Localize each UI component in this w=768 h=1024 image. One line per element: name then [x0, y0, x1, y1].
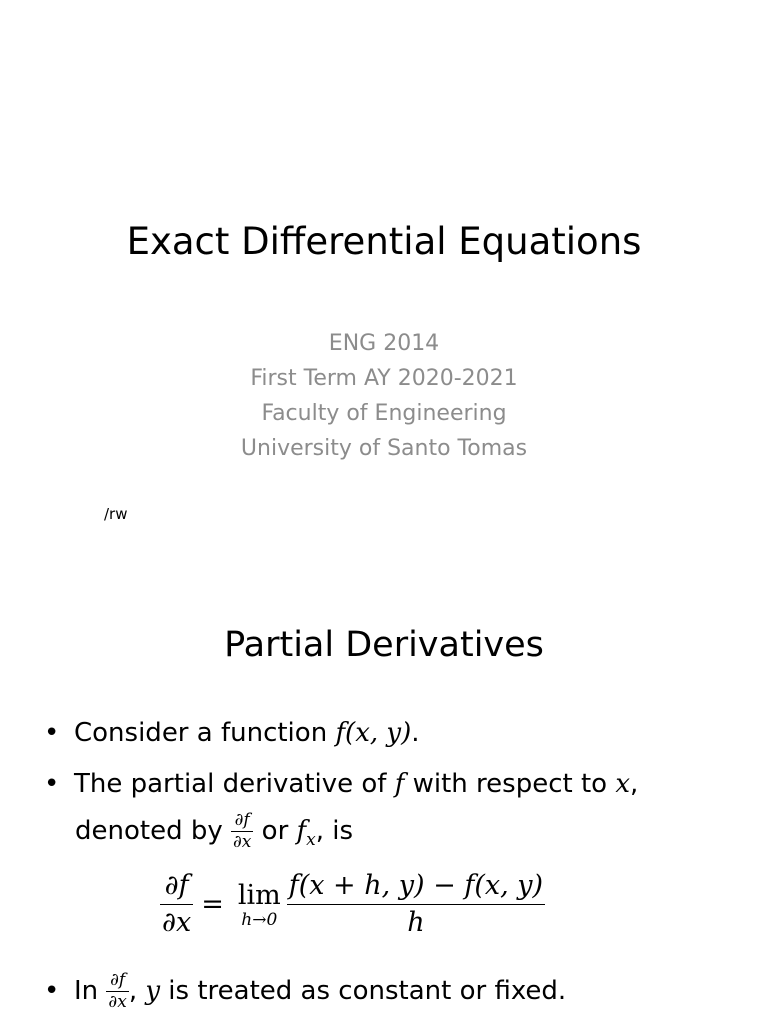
lhs-denominator: ∂x [162, 907, 192, 938]
subtitle-faculty: Faculty of Engineering [261, 401, 507, 426]
slide-heading: Partial Derivatives [224, 625, 544, 665]
bullet-3-comma: , [128, 976, 138, 1006]
subtitle-course: ENG 2014 [328, 331, 440, 356]
bullet-2 [44, 767, 638, 801]
bullet-1-math: f(x, y) [335, 718, 412, 748]
slide-title-heading: Exact Differential Equations [126, 220, 642, 263]
bullet-3 [44, 970, 566, 1013]
fraction-denominator: ∂x [108, 992, 127, 1012]
bullet-2-or: or [253, 816, 297, 846]
fraction-numerator: ∂f [231, 810, 253, 832]
bullet-2-text-mid: with respect to [404, 769, 616, 799]
limit-word: lim [237, 879, 281, 911]
bullet-marker: • [44, 769, 60, 799]
rhs-denominator: h [407, 907, 425, 938]
fx-subscript: x [306, 830, 316, 851]
bullet-1 [44, 716, 420, 750]
bullet-3-math-y: y [145, 976, 161, 1006]
equals-sign: = [201, 889, 224, 920]
bullet-2-math-f: f [394, 769, 405, 799]
subtitle-term: First Term AY 2020-2021 [250, 366, 518, 391]
equation-lhs-fraction [160, 868, 193, 941]
slide-partial-derivatives [0, 576, 768, 1024]
equation-rhs-fraction [287, 868, 545, 941]
fraction-df-dx [231, 810, 253, 853]
fraction-numerator: ∂f [106, 970, 128, 992]
bullet-2-continuation [75, 810, 353, 857]
subtitle-university: University of Santo Tomas [240, 436, 528, 461]
bullet-1-text: Consider a function [74, 718, 336, 748]
bullet-marker: • [44, 976, 60, 1006]
bullet-2-text: The partial derivative of [74, 769, 395, 799]
bullet-1-end: . [411, 718, 420, 748]
slide-subtitle [0, 326, 768, 466]
limit-operator [238, 881, 281, 929]
bullet-marker: • [44, 718, 60, 748]
lhs-numerator: ∂f [160, 868, 193, 905]
rhs-numerator: f(x + h, y) − f(x, y) [287, 868, 545, 905]
bullet-3-text: is treated as constant or fixed. [160, 976, 567, 1006]
limit-subscript: h→0 [241, 909, 278, 930]
fraction-denominator: ∂x [233, 832, 252, 852]
bullet-2-is: , is [315, 816, 354, 846]
bullet-2-math-x: x [615, 769, 630, 799]
bullet-3-in: In [74, 976, 107, 1006]
fx-base: f [296, 816, 307, 846]
author-signature: /rw [104, 505, 128, 523]
fraction-df-dx-2 [106, 970, 128, 1013]
limit-definition-equation [160, 868, 545, 941]
bullet-2-denoted: denoted by [75, 816, 231, 846]
bullet-2-end: , [630, 769, 639, 799]
